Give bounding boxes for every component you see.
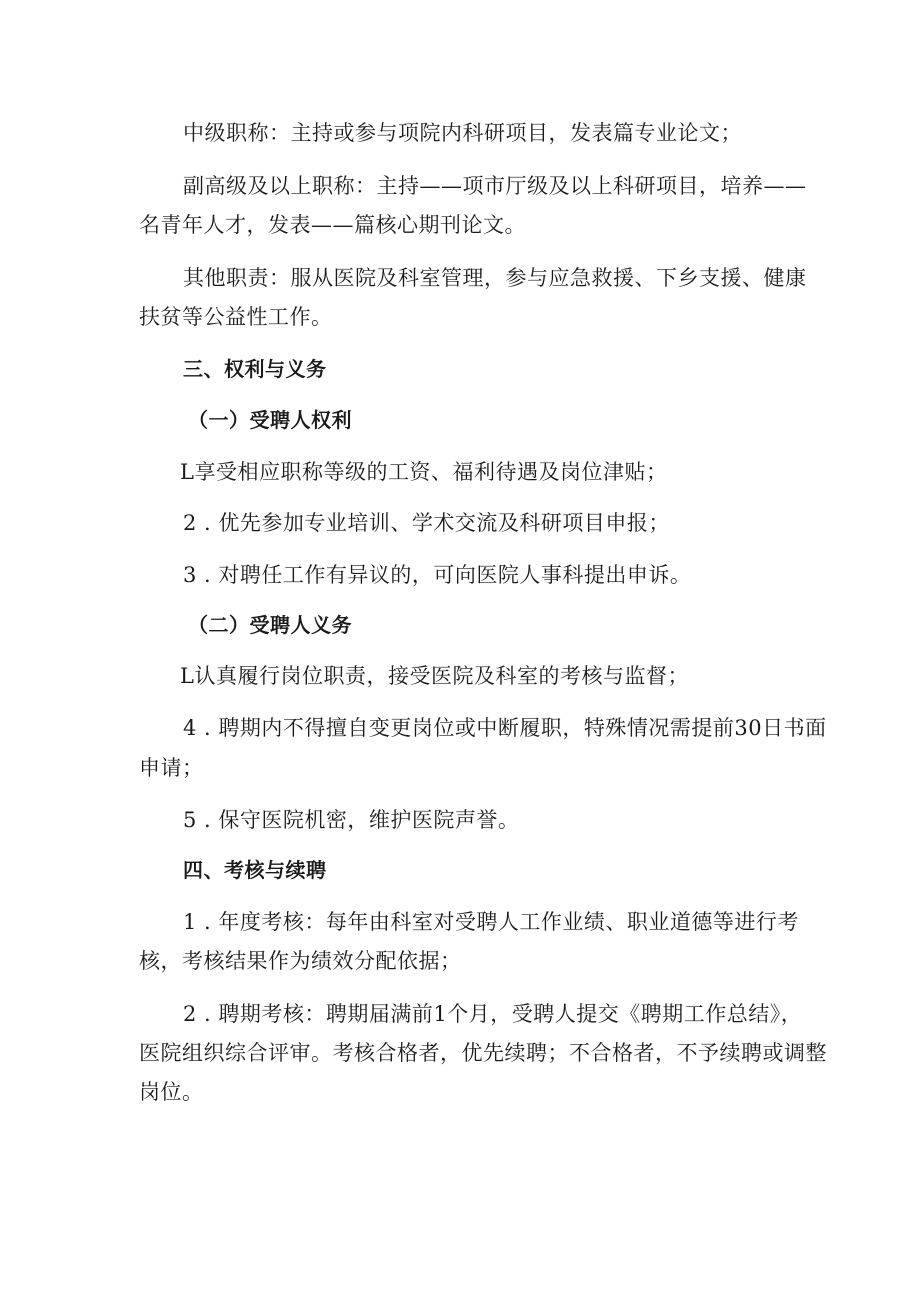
subheading-duties: （二）受聘人义务 bbox=[188, 613, 352, 637]
text-line-senior-title: 副高级及以上职称：主持——项市厅级及以上科研项目，培养—— bbox=[183, 174, 807, 198]
list-item-assessment-1-cont: 核，考核结果作为绩效分配依据； bbox=[139, 949, 462, 973]
section-heading-rights-duties: 三、权利与义务 bbox=[183, 357, 327, 381]
list-item-duty-1: L认真履行岗位职责，接受医院及科室的考核与监督； bbox=[180, 664, 689, 688]
list-item-right-1: L享受相应职称等级的工资、福利待遇及岗位津贴； bbox=[180, 460, 668, 484]
list-item-assessment-2-cont2: 岗位。 bbox=[139, 1080, 204, 1104]
list-item-duty-4: 4 . 聘期内不得擅自变更岗位或中断履职，特殊情况需提前30日书面 bbox=[183, 716, 827, 740]
list-item-assessment-2-cont: 医院组织综合评审。考核合格者，优先续聘；不合格者，不予续聘或调整 bbox=[139, 1041, 827, 1065]
list-item-right-2: 2 . 优先参加专业培训、学术交流及科研项目申报； bbox=[183, 511, 670, 535]
list-item-assessment-1: 1 . 年度考核：每年由科室对受聘人工作业绩、职业道德等进行考 bbox=[183, 910, 799, 934]
text-line-other-duties: 其他职责：服从医院及科室管理，参与应急救援、下乡支援、健康 bbox=[183, 266, 807, 290]
list-item-duty-4-cont: 申请； bbox=[139, 756, 204, 780]
text-line-other-duties-cont: 扶贫等公益性工作。 bbox=[139, 305, 333, 329]
section-heading-assessment: 四、考核与续聘 bbox=[183, 858, 327, 882]
subheading-rights: （一）受聘人权利 bbox=[188, 408, 352, 432]
list-item-assessment-2: 2 . 聘期考核：聘期届满前1个月，受聘人提交《聘期工作总结》， bbox=[183, 1002, 803, 1026]
list-item-right-3: 3 . 对聘任工作有异议的，可向医院人事科提出申诉。 bbox=[183, 563, 692, 587]
text-line-senior-title-cont: 名青年人才，发表——篇核心期刊论文。 bbox=[139, 213, 526, 237]
text-line-intermediate-title: 中级职称：主持或参与项院内科研项目，发表篇专业论文； bbox=[183, 121, 742, 145]
list-item-duty-5: 5 . 保守医院机密，维护医院声誉。 bbox=[183, 808, 520, 832]
